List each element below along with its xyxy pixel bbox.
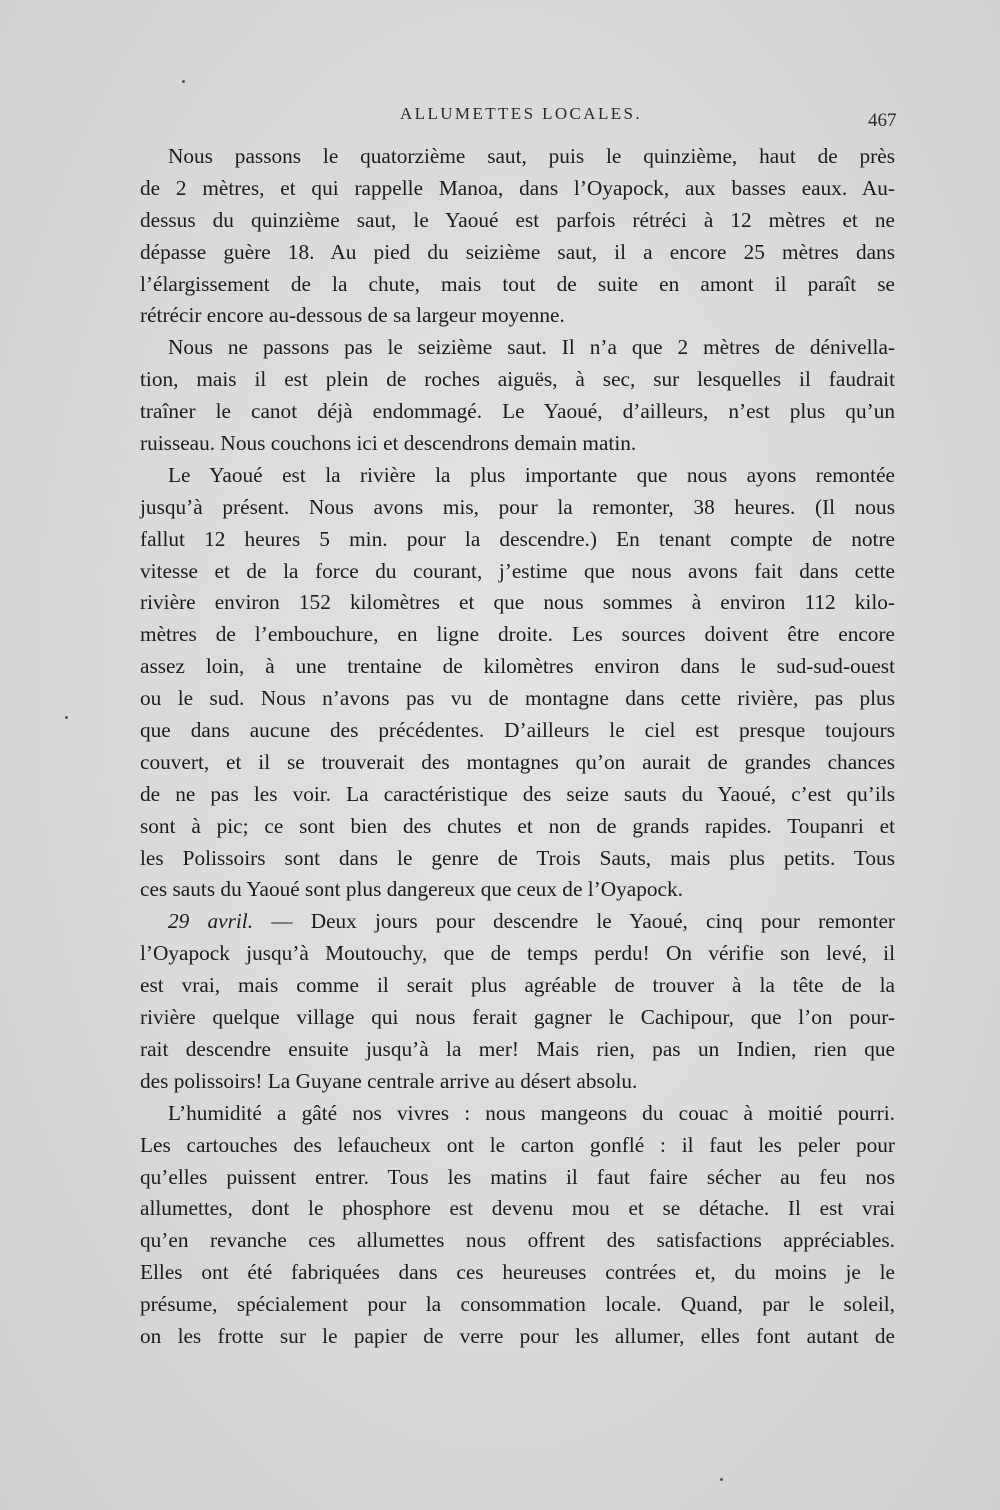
text-line: ruisseau. Nous couchons ici et descendrons demain matin. (140, 431, 637, 456)
text-line: mètres de l’embouchure, en ligne droite. Les sources doivent être encore (140, 622, 895, 647)
text-line: ou le sud. Nous n’avons pas vu de montagne dans cette rivière, pas plus (140, 686, 895, 711)
text-line: Les cartouches des lefaucheux ont le carton gonflé : il faut les peler pour (140, 1132, 895, 1157)
text-line: tion, mais il est plein de roches aiguës, à sec, sur lesquelles il faudrait (140, 367, 895, 392)
text-line: l’Oyapock jusqu’à Moutouchy, que de temps perdu! On vérifie son levé, il (140, 941, 895, 966)
page-header (0, 100, 1000, 130)
text-line: dessus du quinzième saut, le Yaoué est parfois rétréci à 12 mètres et ne (140, 207, 895, 232)
text-line: traîner le canot déjà endommagé. Le Yaoué, d’ailleurs, n’est plus qu’un (140, 399, 895, 424)
page-speck (720, 1478, 723, 1481)
text-line: fallut 12 heures 5 min. pour la descendre.) En tenant compte de notre (140, 526, 895, 551)
text-fragment: — Deux jours pour descendre le Yaoué, cinq pour remonter (253, 909, 895, 934)
text-line: rait descendre ensuite jusqu’à la mer! Mais rien, pas un Indien, rien que (140, 1036, 895, 1061)
text-line: présume, spécialement pour la consommation locale. Quand, par le soleil, (140, 1292, 895, 1317)
text-line: Nous passons le quatorzième saut, puis le quinzième, haut de près (168, 144, 895, 168)
body-text (140, 141, 895, 1353)
text-line (140, 906, 895, 938)
text-line: dépasse guère 18. Au pied du seizième saut, il a encore 25 mètres dans (140, 239, 895, 264)
page-speck (182, 80, 185, 83)
text-line: de 2 mètres, et qui rappelle Manoa, dans l’Oyapock, aux basses eaux. Au- (140, 175, 895, 200)
text-line: les Polissoirs sont dans le genre de Trois Sauts, mais plus petits. Tous (140, 845, 895, 870)
text-line: couvert, et il se trouverait des montagnes qu’on aurait de grandes chances (140, 749, 895, 774)
text-line: on les frotte sur le papier de verre pour les allumer, elles font autant de (140, 1323, 895, 1348)
page-number: 467 (868, 110, 897, 131)
page-speck (65, 716, 68, 719)
text-line: assez loin, à une trentaine de kilomètres environ dans le sud-sud-ouest (140, 654, 895, 679)
paragraph (140, 141, 895, 332)
text-line: l’élargissement de la chute, mais tout de suite en amont il paraît se (140, 271, 895, 296)
text-line: que dans aucune des précédentes. D’ailleurs le ciel est presque toujours (140, 718, 895, 743)
text-line: qu’elles puissent entrer. Tous les matins il faut faire sécher au feu nos (140, 1164, 895, 1189)
running-title: ALLUMETTES LOCALES. (400, 104, 643, 123)
text-line: Le Yaoué est la rivière la plus importante que nous ayons remontée (168, 462, 895, 487)
text-line: est vrai, mais comme il serait plus agréable de trouver à la tête de la (140, 973, 895, 998)
paragraph (140, 1098, 895, 1353)
text-line: de ne pas les voir. La caractéristique des seize sauts du Yaoué, c’est qu’ils (140, 781, 895, 806)
text-line: qu’en revanche ces allumettes nous offrent des satisfactions appréciables. (140, 1228, 895, 1253)
paragraph (140, 906, 895, 1097)
text-line: Nous ne passons pas le seizième saut. Il n’a que 2 mètres de dénivella- (168, 335, 895, 360)
text-line: Elles ont été fabriquées dans ces heureuses contrées et, du moins je le (140, 1260, 895, 1285)
entry-date: 29 avril. (168, 909, 254, 934)
text-line: L’humidité a gâté nos vivres : nous mangeons du couac à moitié pourri. (168, 1100, 895, 1125)
text-line: rivière environ 152 kilomètres et que nous sommes à environ 112 kilo- (140, 590, 895, 615)
text-line: rétrécir encore au-dessous de sa largeur moyenne. (140, 303, 565, 328)
text-line: rivière quelque village qui nous ferait gagner le Cachipour, que l’on pour- (140, 1005, 895, 1030)
text-line: ces sauts du Yaoué sont plus dangereux que ceux de l’Oyapock. (140, 877, 683, 902)
paragraph (140, 332, 895, 460)
text-line: allumettes, dont le phosphore est devenu mou et se détache. Il est vrai (140, 1196, 895, 1221)
text-line: sont à pic; ce sont bien des chutes et non de grands rapides. Toupanri et (140, 813, 895, 838)
text-line: des polissoirs! La Guyane centrale arrive au désert absolu. (140, 1068, 638, 1093)
paragraph (140, 460, 895, 906)
text-line: jusqu’à présent. Nous avons mis, pour la remonter, 38 heures. (Il nous (140, 494, 895, 519)
text-line: vitesse et de la force du courant, j’estime que nous avons fait dans cette (140, 558, 895, 583)
